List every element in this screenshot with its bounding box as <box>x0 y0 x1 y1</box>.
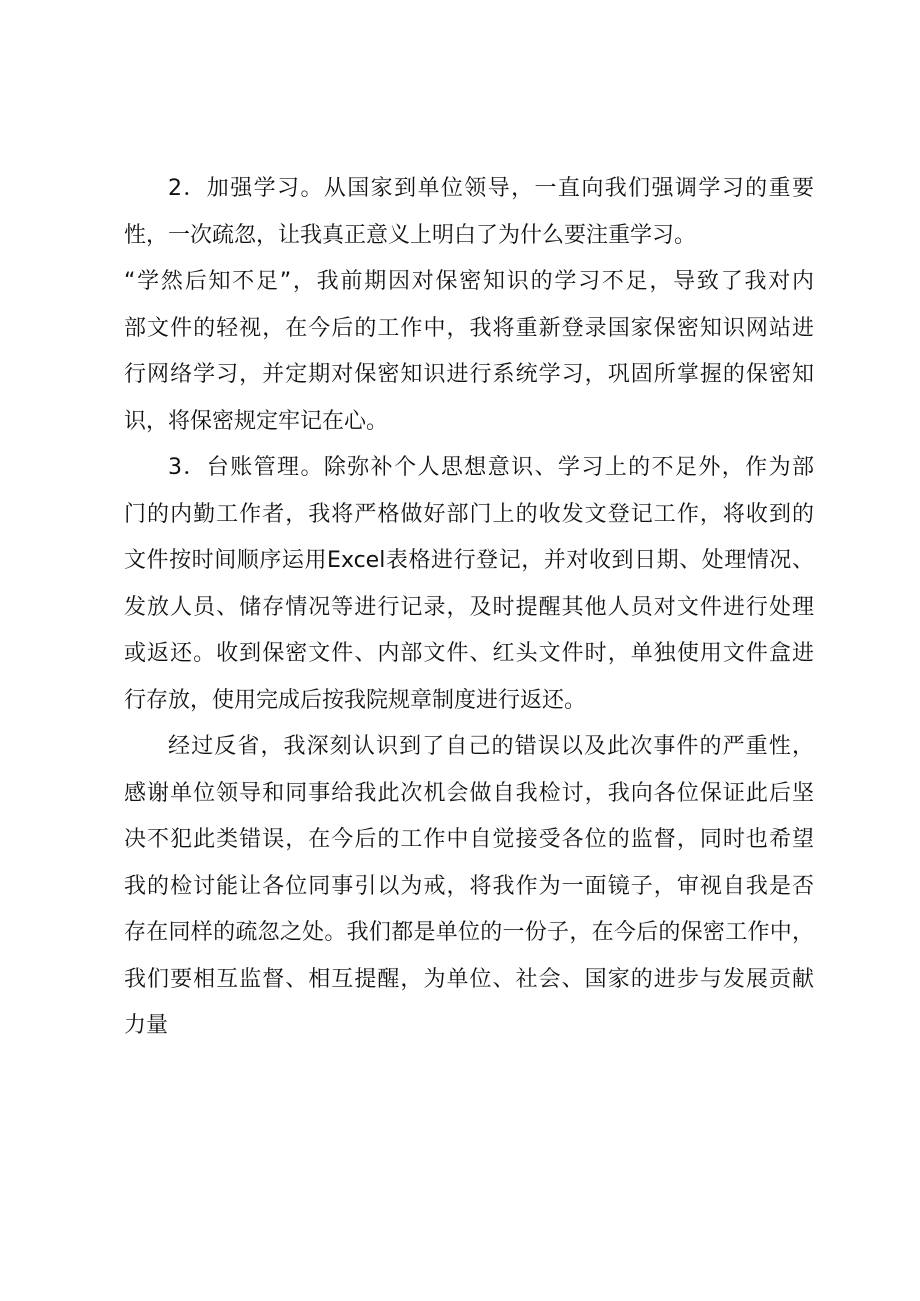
paragraph-conclusion <box>124 724 814 1050</box>
paragraph-line: 发放人员、储存情况等进行记录，及时提醒其他人员对文件进行处理 <box>124 594 814 620</box>
paragraph-line: 行存放，使用完成后按我院规章制度进行返还。 <box>124 687 587 713</box>
paragraph-line: 性，一次疏忽，让我真正意义上明白了为什么要注重学习。 <box>124 222 697 248</box>
paragraph-line: 决不犯此类错误，在今后的工作中自觉接受各位的监督，同时也希望 <box>124 827 814 852</box>
paragraph-line: 2．加强学习。从国家到单位领导，一直向我们强调学习的重要 <box>168 176 814 201</box>
paragraph-line: 行网络学习，并定期对保密知识进行系统学习，巩固所掌握的保密知 <box>124 362 814 387</box>
paragraph-line: 存在同样的疏忽之处。我们都是单位的一份子，在今后的保密工作中， <box>124 920 814 945</box>
paragraph-line: 部文件的轻视，在今后的工作中，我将重新登录国家保密知识网站进 <box>124 315 814 341</box>
paragraph-line: 我的检讨能让各位同事引以为戒，将我作为一面镜子，审视自我是否 <box>124 873 814 899</box>
paragraph-line: 文件按时间顺序运用Excel表格进行登记，并对收到日期、处理情况、 <box>124 548 814 573</box>
paragraph-line: 或返还。收到保密文件、内部文件、红头文件时，单独使用文件盒进 <box>124 641 814 666</box>
paragraph-line: 3．台账管理。除弥补个人思想意识、学习上的不足外，作为部 <box>168 455 814 480</box>
paragraph-line: 经过反省，我深刻认识到了自己的错误以及此次事件的严重性， <box>168 734 814 759</box>
paragraph-line: 识，将保密规定牢记在心。 <box>124 408 389 434</box>
paragraph-line: 门的内勤工作者，我将严格做好部门上的收发文登记工作，将收到的 <box>124 501 814 527</box>
paragraph-learning <box>124 166 814 445</box>
paragraph-line: 我们要相互监督、相互提醒，为单位、社会、国家的进步与发展贡献 <box>124 966 814 992</box>
paragraph-ledger-management <box>124 445 814 724</box>
paragraph-line: 感谢单位领导和同事给我此次机会做自我检讨，我向各位保证此后坚 <box>124 780 814 806</box>
paragraph-line: “学然后知不足”，我前期因对保密知识的学习不足，导致了我对内 <box>124 269 814 294</box>
paragraph-line: 力量 <box>124 1013 169 1038</box>
document-body <box>124 166 814 1050</box>
